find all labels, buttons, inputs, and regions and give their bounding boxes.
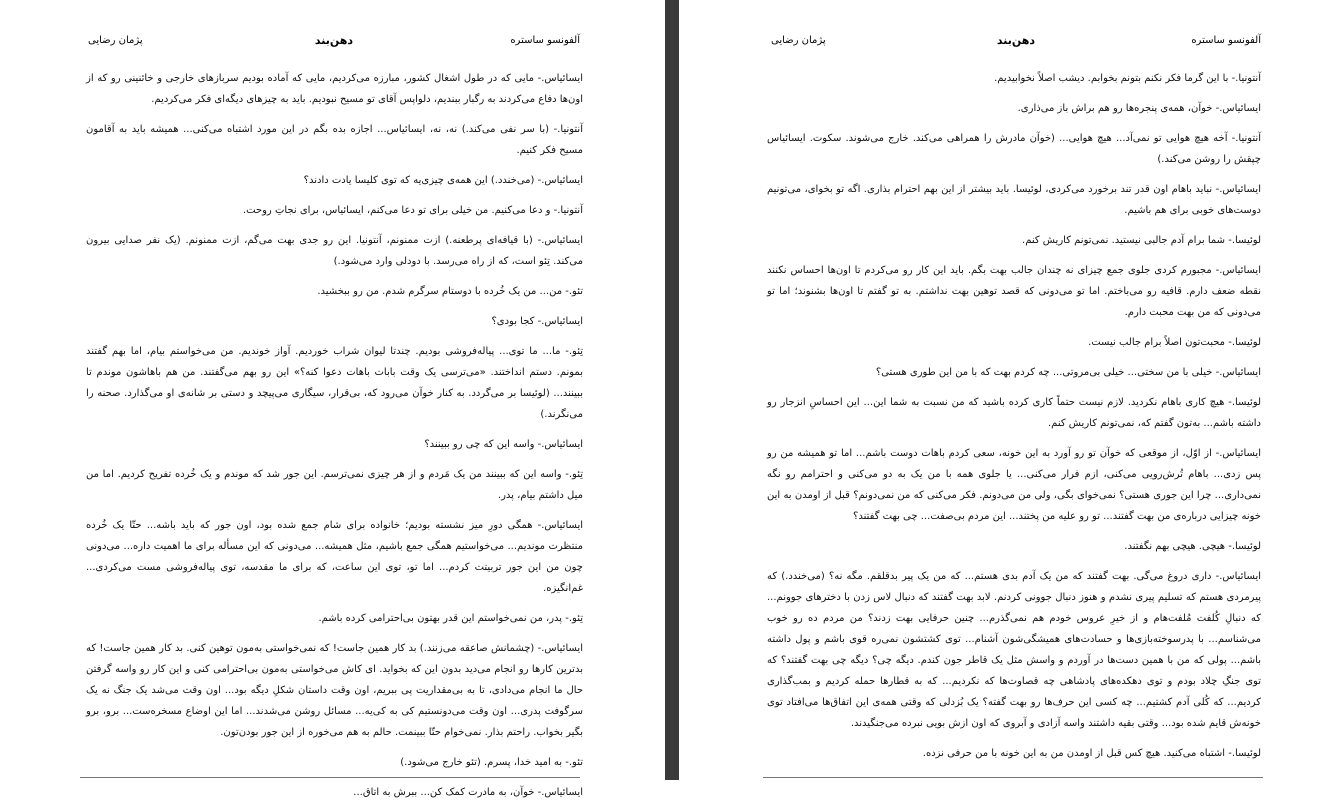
paragraph: ایسائیاس.- داری دروغ می‌گی. بهت گفتند که من یک آدم بدی هستم... که من یک پیر بدقلقم. مگه نه؟ (می‌خندد.) که پیرمردی هستم که تسلیم پیری نشدم و هنوز دنبال جوونی کردنم. لابد بهت گفتند که دنبال لاس زدن با دخترهای جوونم... که دنبالِ کُلفت مُلفت‌هام و از خیرِ عروس خودم هم نمی‌گذرم... چنین حرفایی بهت زدند؟ من مردم ده رو خوب می‌شناسم... با پدرسوخته‌بازی‌ها و حسادت‌های همیشگی‌شون آشنام... توی کشتشون نمی‌ره قوی باشم و پول داشته باشم... پولی که من با همین دست‌ها در آوردم و واسش مثل یک قاطر جون کندم. دیگه چی؟ دیگه چی بهت گفتند؟ که توی جنگِ چلاد بودم و توی دهکده‌های پادشاهی چه قصاوت‌ها که نکردیم... که به قطارها حمله کردیم و بمب‌گذاری کردیم... که کُلی آدم کشتیم... چه کسی این حرف‌ها رو بهت گفته؟ یک بُزدلی که وقتی همه‌ی این اتفاق‌ها می‌افتاد توی خونه‌ش قایم شده بود... وقتی بقیه داشتند واسه آزادی و آبروی که اون ازش بویی نبرده می‌جنگیدند. [767, 571, 1261, 729]
page-header [771, 35, 1261, 51]
footer-rule [763, 777, 1263, 778]
footer-rule [80, 777, 580, 778]
paragraph: تئو.- من... من یک خُرده با دوستام سرگرم شدم. من رو ببخشید. [317, 286, 583, 297]
paragraph: ایسائیاس.- نباید باهام اون قدر تند برخورد می‌کردی، لوئیسا. باید بیشتر از این بهم احترام بذاری. اگه تو بخوای، می‌تونیم دوست‌های خوبی برای هم باشیم. [767, 184, 1261, 216]
paragraph: تِئو.- واسه این که ببینند من یک مَردم و از هر چیزی نمی‌ترسم. این جور شد که موندم و یک خُرده تفریح کردیم. اما من میل داشتم بیام، پدر. [86, 469, 583, 501]
page-divider [665, 0, 679, 780]
paragraph: تِئو.- پدر، من نمی‌خواستم این قدر بهتون بی‌احترامی کرده باشم. [318, 613, 583, 624]
page-body [86, 68, 583, 812]
page-right [679, 0, 1339, 780]
paragraph: آنتونیا.- با این گرما فکر نکنم بتونم بخوابم. دیشب اصلاً نخوابیدیم. [994, 73, 1261, 84]
paragraph: آنتونیا.- (با سر نفی می‌کند.) نه، نه، ایسائیاس... اجازه بده بگم در این مورد اشتباه می‌کنی... همیشه باید به آقامون مسیح فکر کنیم. [86, 124, 583, 156]
header-translator: پژمان رضایی [771, 35, 826, 46]
page-left [0, 0, 665, 798]
paragraph: ایسائیاس.- از اوّل، از موقعی که خوآن تو رو آورد به این خونه، سعی کردم باهات دوست باشم... اما تو همیشه من رو پس زدی... باهام تُرش‌رویی می‌کنی، ازم فرار می‌کنی... یا جلوی همه با من یک به دو می‌کنی و احترامم رو نگه نمی‌داری... چرا این جوری هستی؟ نمی‌خوای بگی، ولی من می‌دونم. فکر می‌کنی که من نمی‌دونم؟ قبل از اومدن به این خونه چیزایی درباره‌ی من بهت گفتند... تو رو علیه من پختند... این مردم بی‌صفت... چی بهت گفتند؟ [767, 448, 1261, 522]
header-author: آلفونسو ساستره [510, 35, 580, 46]
paragraph: ایسائیاس.- خوآن، به مادرت کمک کن... ببرش به اتاق... [353, 787, 583, 798]
paragraph: ایسائیاس.- (چشمانش صاعقه می‌زنند.) بد کار همین جاست! که نمی‌خواستی به‌مون توهین کنی. بد کار همین جاست! که بدترین کارها رو انجام می‌دید بدون این که بخواید. ای کاش می‌خواستی به‌مون بی‌احترامی کنی و این کار رو واسه گرفتن حال ما انجام می‌دادی، تا به بی‌مقداریت پی ببریم، اون وقت داستان شکلِ دیگه بود... اون وقت می‌شد یک جنگ نه یک سرگوفت پدری... اون وقت می‌دونستیم کی به کی‌یه... مسائل روشن می‌شدند... اما این اوضاع مسخره‌ست... برو، برو بگیر بخواب. راحتم بذار. نمی‌خوام حتّا ببینمت. حالم به هم می‌خوره از این جور بودن‌تون. [86, 643, 583, 738]
paragraph: لوئیسا.- محبت‌تون اصلاً برام جالب نیست. [1088, 337, 1261, 348]
paragraph: ایسائیاس.- مایی که در طول اشغال کشور، مبارزه می‌کردیم، مایی که آماده بودیم سربازهای خارجی و خائنینی رو که از اون‌ها دفاع می‌کردند به رگبار ببندیم، دلواپس آقای تو مسیح نبودیم. باید به چیزهای دیگه‌ای فکر می‌کردیم. [86, 73, 583, 105]
paragraph: ایسائیاس.- خوآن، همه‌ی پنجره‌ها رو هم براش باز می‌ذاری. [1017, 103, 1261, 114]
paragraph: لوئیسا.- هیچ کاری باهام نکردید. لازم نیست حتماً کاری کرده باشید که من نسبت به شما این... این احساسِ انزجار رو داشته باشم... به‌تون گفتم که، نمی‌تونم کاریش کنم. [767, 397, 1261, 429]
paragraph: ایسائیاس.- (با قیافه‌ای پرطعنه.) ازت ممنونم، آنتونیا. این رو جدی بهت می‌گم، ازت ممنونم. (یک نفر صدایی بیرون می‌کند. تِئو است، که از راه می‌رسد. با دودلی وارد می‌شود.) [86, 235, 583, 267]
paragraph: آنتونیا.- آخه هیچ هوایی تو نمی‌آد... هیچ هوایی... (خوآن مادرش را همراهی می‌کند. خارج می‌شوند. سکوت. ایسائیاس چپقش را روشن می‌کند.) [767, 133, 1261, 165]
header-translator: پژمان رضایی [88, 35, 143, 46]
header-title: دهن‌بند [996, 34, 1036, 47]
page-header [88, 35, 580, 51]
paragraph: تئو.- به امید خدا، پسرم. (تئو خارج می‌شود.) [400, 757, 583, 768]
paragraph: ایسائیاس.- همگی دورِ میز نشسته بودیم؛ خانواده برای شام جمع شده بود، اون جور که باید باشه... حتّا یک خُرده منتظرت موندیم... می‌خواستیم همگی جمع باشیم، مثل همیشه... می‌دونی که این مسأله برای ما اهمیت داره... می‌دونی چون من این جور تربیتت کردم... اما تو، توی این ساعت، که برای ما مقدسه، توی پیاله‌فروشی مست می‌کردی... غم‌انگیزه. [86, 520, 583, 594]
paragraph: لوئیسا.- اشتباه می‌کنید. هیچ کس قبل از اومدن من به این خونه با من حرفی نزده. [922, 748, 1261, 759]
paragraph: ایسائیاس.- مجبورم کردی جلوی جمع چیزای نه چندان جالب بهت بگم. باید این کار رو می‌کردم تا اون‌ها احساس نکنند نقطه ضعف دارم. قافیه رو می‌باختم. اما تو می‌دونی که قصد توهین بهت نداشتم. به تو گفتم تا اون‌ها بشنوند؛ اما تو می‌دونی که من بهت محبت دارم. [767, 265, 1261, 318]
page-body [767, 68, 1261, 773]
paragraph: لوئیسا.- هیچی. هیچی بهم نگفتند. [1124, 541, 1261, 552]
paragraph: آنتونیا.- و دعا می‌کنیم. من خیلی برای تو دعا می‌کنم، ایسائیاس، برای نجاتِ روحت. [242, 205, 583, 216]
paragraph: ایسائیاس.- واسه این که چی رو ببینند؟ [424, 439, 583, 450]
paragraph: لوئیسا.- شما برام آدم جالبی نیستید. نمی‌تونم کاریش کنم. [1022, 235, 1261, 246]
paragraph: تِئو.- ما... ما توی... پیاله‌فروشی بودیم. چندتا لیوان شراب خوردیم. آواز خوندیم. من می‌خواستم بیام، اما بهم گفتند بمونم. دستم انداختند. «می‌ترسی یک وقت بابات باهات دعوا کنه؟» این رو بهم می‌گفتند. من هم باهاشون موندم تا ببینند... (لوئیسا بر می‌گردد. به کنار خوآن می‌رود که، بی‌قرار، سیگاری می‌پیچد و دستی بر شانه‌ی او می‌گذارد. صحنه را می‌نگرند.) [86, 346, 583, 420]
paragraph: ایسائیاس.- خیلی با من سختی... خیلی بی‌مروتی... چه کردم بهت که با من این طوری هستی؟ [875, 367, 1261, 378]
header-title: دهن‌بند [314, 34, 354, 47]
paragraph: ایسائیاس.- کجا بودی؟ [491, 316, 583, 327]
header-author: آلفونسو ساستره [1191, 35, 1261, 46]
paragraph: ایسائیاس.- (می‌خندد.) این همه‌ی چیزی‌یه که توی کلیسا یادت دادند؟ [303, 175, 583, 186]
